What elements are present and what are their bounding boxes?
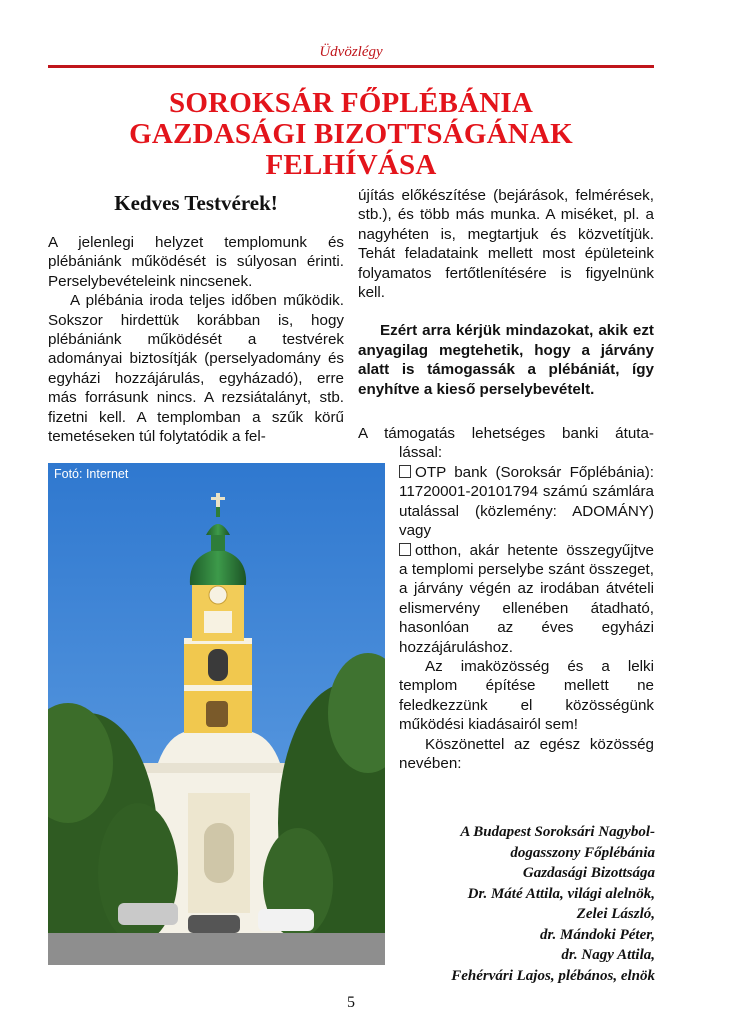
signature-line: Dr. Máté Attila, világi alelnök, <box>467 885 655 902</box>
article-title <box>48 88 654 181</box>
right-column <box>358 186 654 399</box>
thanks-paragraph: Köszönettel az egész közösség nevében: <box>399 735 654 773</box>
left-column <box>48 233 344 446</box>
option-bank <box>399 463 654 541</box>
paragraph-continuation: újítás előkészítése (bejárások, felmérések, stb.), és több más munka. A miséket, pl. a nagyhéten is, megtartjuk és közvetítjük. Tehát feladataink mellett most épületeink folyamatos fertőtlenítésére is figyelnünk kell. <box>358 187 654 302</box>
title-line-1: SOROKSÁR FŐPLÉBÁNIA <box>169 87 533 119</box>
title-line-2: GAZDASÁGI BIZOTTSÁGÁNAK <box>129 118 573 150</box>
bank-intro <box>358 424 654 463</box>
donation-options <box>399 463 654 774</box>
title-line-3: FELHÍVÁSA <box>265 149 437 181</box>
option-home <box>399 541 654 657</box>
option-home-text: otthon, akár hetente összegyűjtve a templomi perselybe szánt összeget, a járvány végén az irodában átvételi elismervény ellenében átadható, hasonlóan az éves egyházi hozzájáruláshoz. <box>399 541 654 656</box>
page-number: 5 <box>347 994 355 1011</box>
church-photo <box>48 463 385 965</box>
bank-intro-line: lással: <box>399 444 443 462</box>
paragraph: A jelenlegi helyzet templomunk és plébániánk működését is súlyosan érinti. Perselybevételeink nincsenek. <box>48 234 344 290</box>
checkbox-square-icon <box>399 543 411 556</box>
signature-line: dr. Nagy Attila, <box>561 947 655 963</box>
option-bank-text: OTP bank (Soroksár Főplébánia): 11720001-20101794 számú számlára utalással (közlemény: ADOMÁNY) vagy <box>399 464 654 540</box>
checkbox-square-icon <box>399 465 411 478</box>
signature-line: dr. Mándoki Péter, <box>539 926 655 943</box>
signature-line: Fehérvári Lajos, plébános, elnök <box>451 967 655 984</box>
greeting-heading: Kedves Testvérek! <box>114 191 278 215</box>
signature-line: A Budapest Soroksári Nagybol- <box>460 824 655 840</box>
appeal-paragraph: Ezért arra kérjük mindazokat, akik ezt anyagilag megtehetik, hogy a járvány alatt is támogassák a plébániát, így enyhítve a kieső perselybevételt. <box>358 322 654 398</box>
signature-block <box>399 822 655 986</box>
bank-intro-line: A támogatás lehetséges banki átuta- <box>358 425 654 442</box>
signature-line: dogasszony Főplébánia <box>510 844 655 861</box>
signature-line: Gazdasági Bizottsága <box>522 865 655 881</box>
signature-line: Zelei László, <box>576 906 655 922</box>
paragraph: A plébánia iroda teljes időben működik. Sokszor hirdettük korábban is, hogy plébániánk működését a testvérek adományai biztosítják (perselyadomány és egyházi hozzájárulás, egyházadó), erre más forrásunk nincs. A rezsiátalányt, stb. fizetni kell. A templomban a szűk körű temetéseken túl folytatódik a fel- <box>48 292 344 446</box>
photo-caption: Fotó: Internet <box>54 467 129 481</box>
section-header: Üdvözlégy <box>319 44 383 60</box>
prayer-paragraph: Az imaközösség és a lelki templom építése mellett ne feledkezzünk el közösségünk működési kiadásairól sem! <box>399 658 654 734</box>
header-rule <box>48 65 654 68</box>
